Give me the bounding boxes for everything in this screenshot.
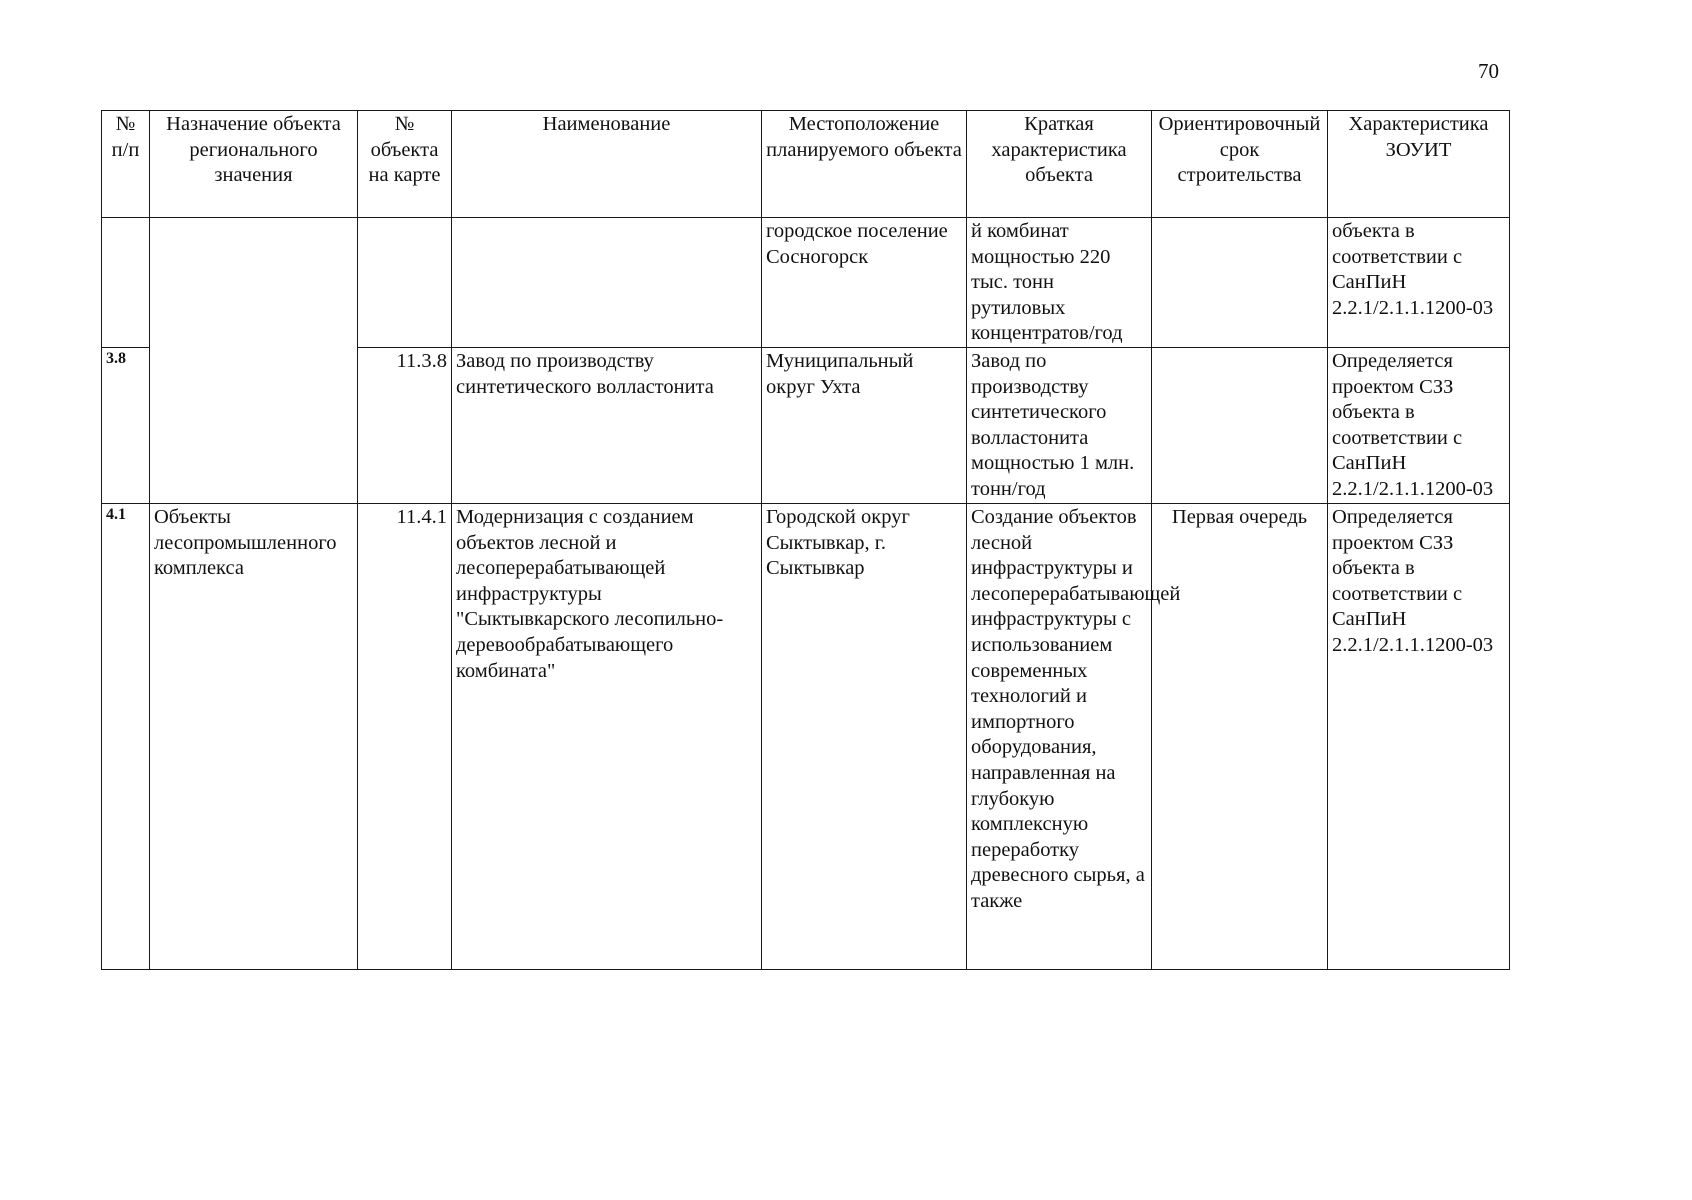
cell-name: Завод по производству синтетического волластонита: [452, 348, 762, 504]
cell-purpose: [150, 348, 358, 504]
cell-name: Модернизация с созданием объектов лесной и лесоперерабатывающей инфраструктуры "Сыктывкарского лесопильно-деревообрабатывающего комбината": [452, 504, 762, 970]
cell-zouit: Определяется проектом СЗЗ объекта в соответствии с СанПиН 2.2.1/2.1.1.1200-03: [1328, 504, 1510, 970]
cell-map-num: 11.3.8: [358, 348, 452, 504]
cell-zouit: объекта в соответствии с СанПиН 2.2.1/2.1.1.1200-03: [1328, 218, 1510, 348]
header-location: Местоположение планируемого объекта: [762, 111, 967, 218]
cell-summary: Создание объектов лесной инфраструктуры и лесоперерабатывающей инфраструктуры с использованием современных технологий и импортного оборудования, направленная на глубокую комплексную переработку древесного сырья, а также: [967, 504, 1152, 970]
cell-purpose: [150, 218, 358, 348]
cell-num: [102, 218, 150, 348]
header-map-num: № объекта на карте: [358, 111, 452, 218]
header-summary: Краткая характеристика объекта: [967, 111, 1152, 218]
cell-summary: й комбинат мощностью 220 тыс. тонн рутиловых концентратов/год: [967, 218, 1152, 348]
cell-purpose: Объекты лесопромышленного комплекса: [150, 504, 358, 970]
header-purpose: Назначение объекта регионального значения: [150, 111, 358, 218]
cell-num: 4.1: [102, 504, 150, 970]
table-header-row: [102, 111, 1510, 218]
cell-term: [1152, 348, 1328, 504]
table-row: [102, 504, 1510, 970]
page-number: 70: [1478, 59, 1499, 83]
cell-summary: Завод по производству синтетического волластонита мощностью 1 млн. тонн/год: [967, 348, 1152, 504]
cell-name: [452, 218, 762, 348]
cell-term: Первая очередь: [1152, 504, 1328, 970]
header-name: Наименование: [452, 111, 762, 218]
table-row: [102, 218, 1510, 348]
cell-location: городское поселение Сосногорск: [762, 218, 967, 348]
table-row: [102, 348, 1510, 504]
cell-num: 3.8: [102, 348, 150, 504]
header-num: № п/п: [102, 111, 150, 218]
cell-map-num: 11.4.1: [358, 504, 452, 970]
cell-map-num: [358, 218, 452, 348]
objects-table: [101, 110, 1510, 970]
header-zouit: Характеристика ЗОУИТ: [1328, 111, 1510, 218]
cell-zouit: Определяется проектом СЗЗ объекта в соответствии с СанПиН 2.2.1/2.1.1.1200-03: [1328, 348, 1510, 504]
cell-location: Городской округ Сыктывкар, г. Сыктывкар: [762, 504, 967, 970]
cell-term: [1152, 218, 1328, 348]
cell-location: Муниципальный округ Ухта: [762, 348, 967, 504]
header-term: Ориентировочный срок строительства: [1152, 111, 1328, 218]
